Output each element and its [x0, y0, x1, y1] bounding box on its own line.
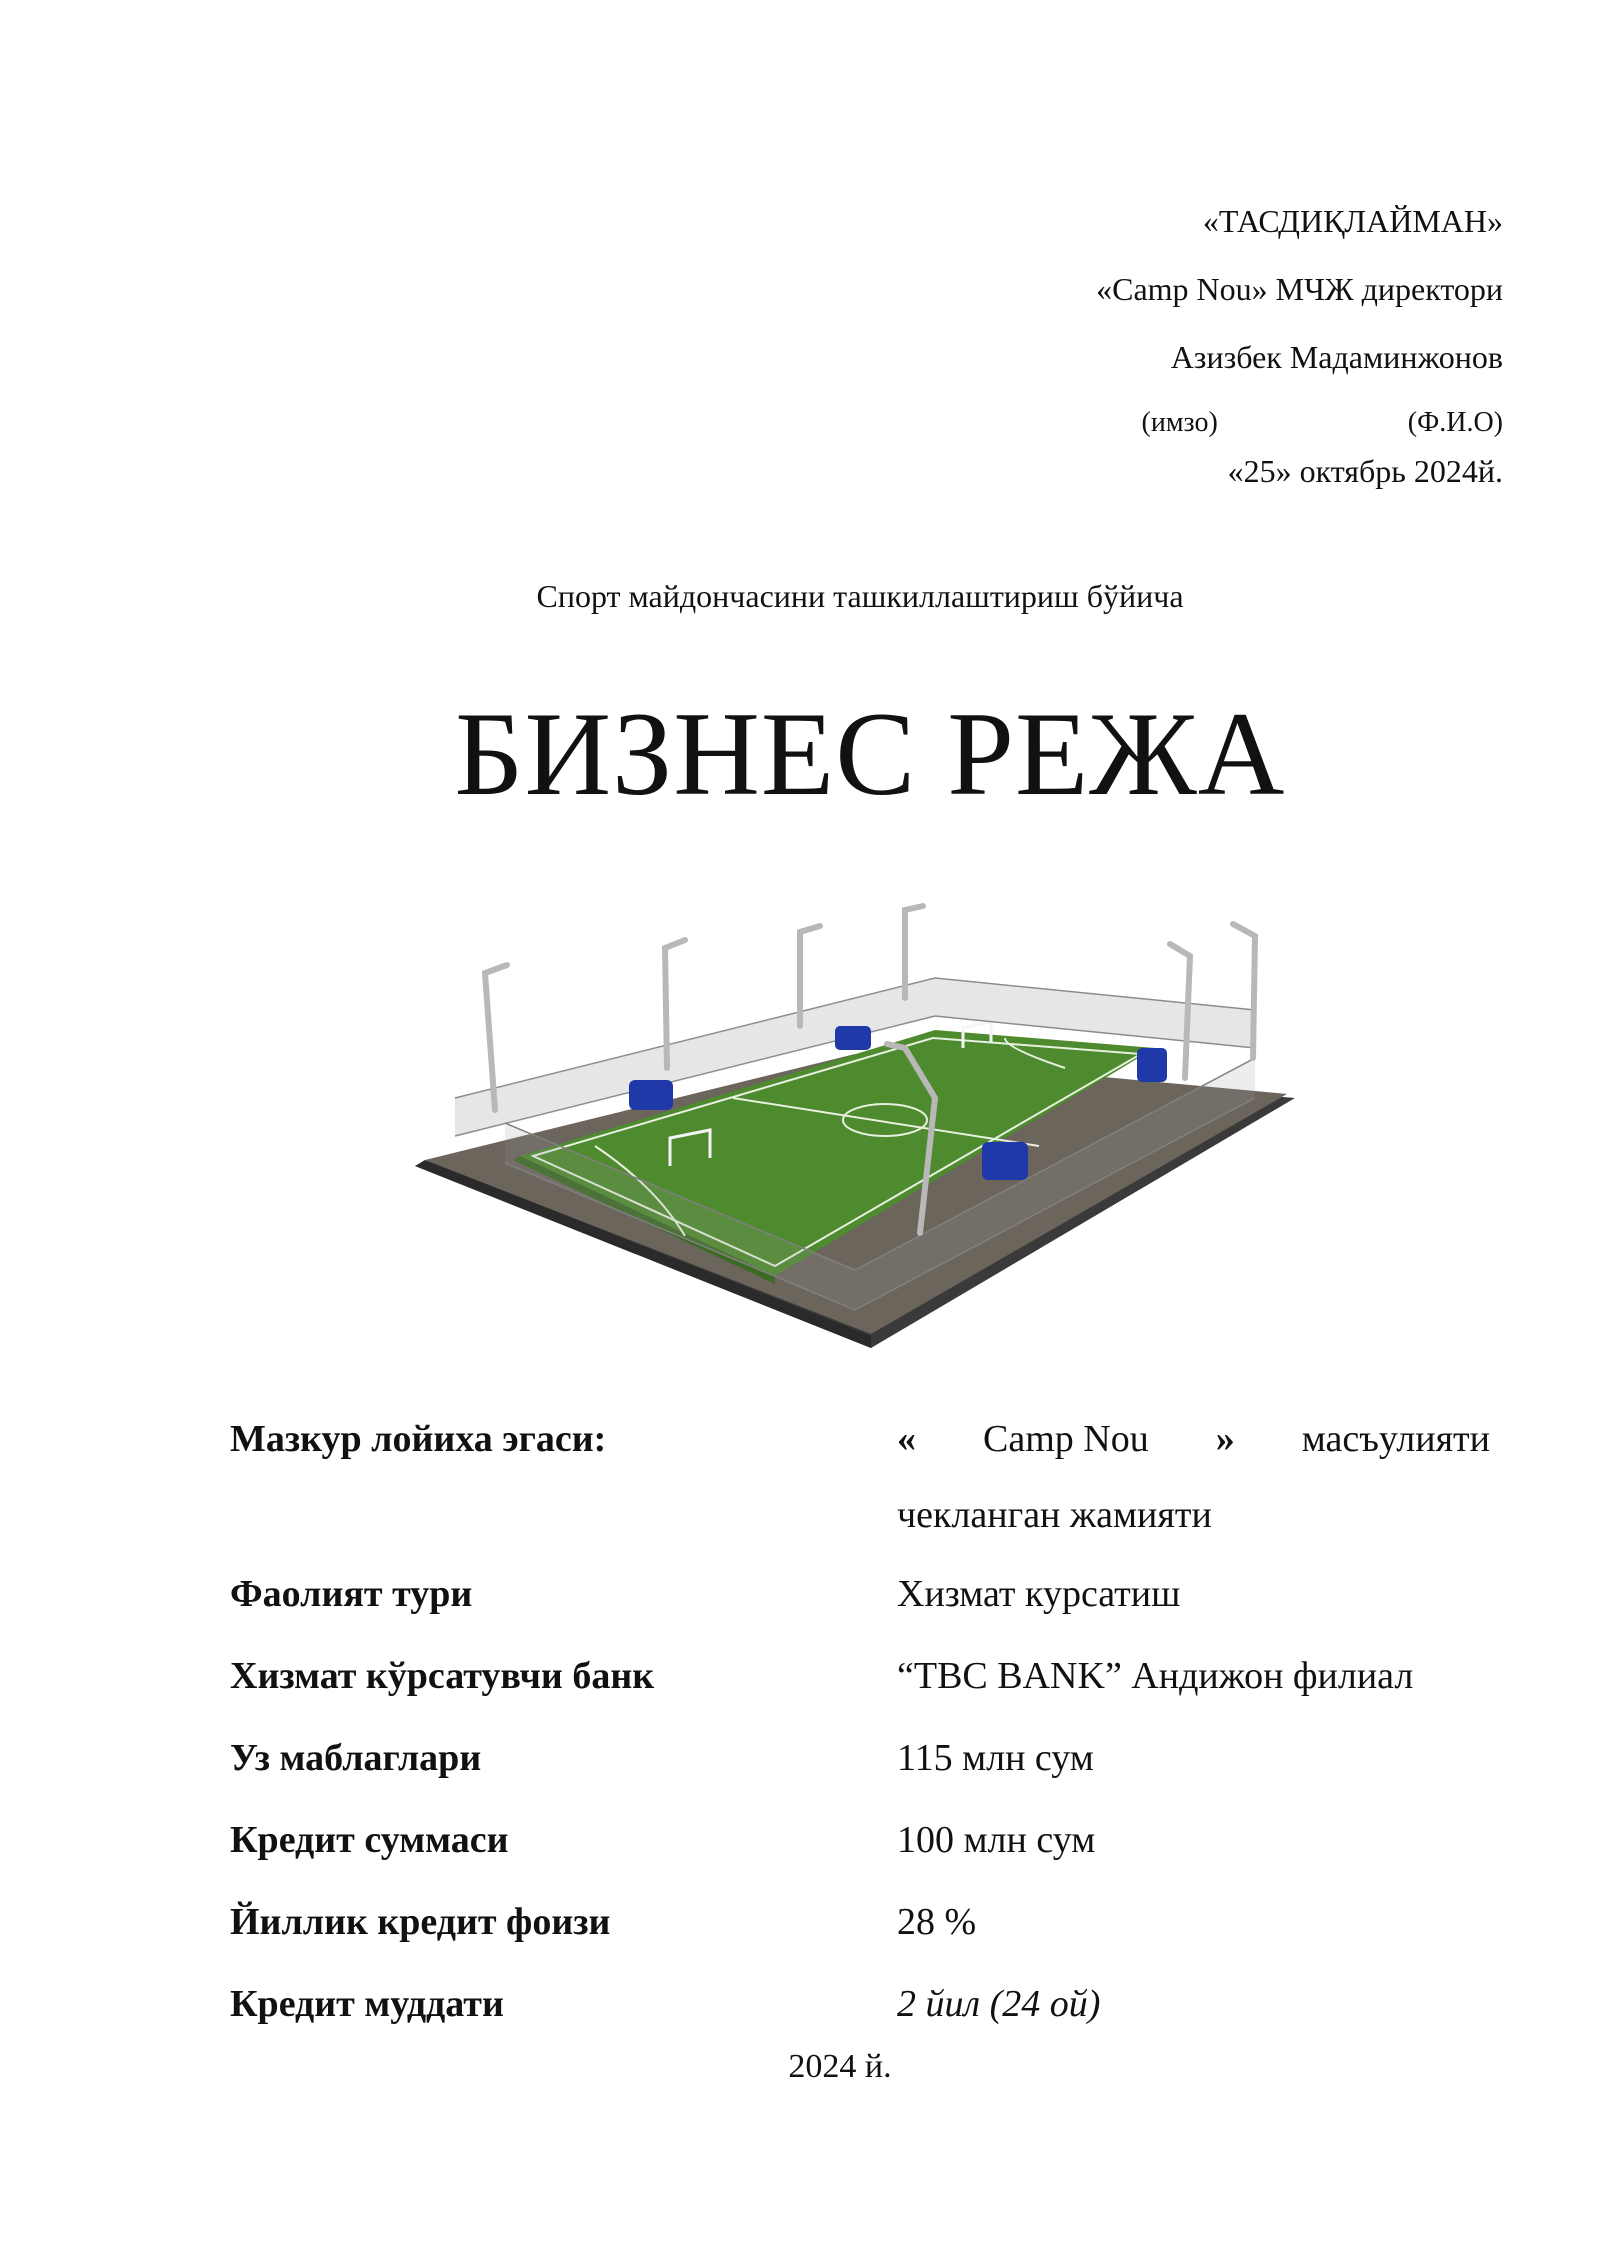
owner-line2: чекланган жамияти — [897, 1494, 1212, 1536]
owner-label: Мазкур лойиха эгаси: — [230, 1418, 607, 1460]
project-info — [230, 1398, 1490, 2045]
fio-label: (Ф.И.О) — [1407, 407, 1503, 438]
activity-label: Фаолият тури — [230, 1573, 473, 1615]
bank-value: “TBC BANK” Андижон филиал — [897, 1655, 1414, 1697]
signature-row — [1096, 409, 1503, 455]
info-row-bank — [230, 1635, 1490, 1717]
approval-block — [1096, 205, 1503, 523]
owner-name: Camp Nou — [983, 1418, 1149, 1460]
approval-name: Азизбек Мадаминжонов — [1170, 339, 1503, 375]
owner-quote-open: « — [897, 1418, 916, 1460]
info-row-term — [230, 1963, 1490, 2045]
info-row-credit-sum — [230, 1799, 1490, 1881]
owner-value — [897, 1401, 1490, 1553]
credit-sum-label: Кредит суммаси — [230, 1819, 509, 1861]
rate-value: 28 % — [897, 1901, 977, 1943]
document-subtitle: Спорт майдончасини ташкиллаштириш бўйича — [536, 578, 1184, 614]
rate-label: Йиллик кредит фоизи — [230, 1901, 611, 1943]
activity-value: Хизмат курсатиш — [897, 1573, 1181, 1615]
info-row-rate — [230, 1881, 1490, 1963]
sports-field-image — [415, 898, 1295, 1348]
document-year: 2024 й. — [788, 2048, 892, 2085]
signature-label: (имзо) — [1141, 407, 1218, 438]
bank-label: Хизмат кўрсатувчи банк — [230, 1655, 655, 1697]
term-value: 2 йил (24 ой) — [897, 1983, 1101, 2025]
info-row-owner — [230, 1398, 1490, 1553]
approval-date: «25» октябрь 2024й. — [1227, 453, 1503, 489]
term-label: Кредит муддати — [230, 1983, 504, 2025]
owner-word: масъулияти — [1301, 1418, 1490, 1460]
own-funds-label: Уз маблаглари — [230, 1737, 482, 1779]
approval-position: «Camp Nou» МЧЖ директори — [1096, 271, 1503, 307]
own-funds-value: 115 млн сум — [897, 1737, 1094, 1779]
credit-sum-value: 100 млн сум — [897, 1819, 1096, 1861]
document-title: БИЗНЕС РЕЖА — [454, 687, 1286, 820]
info-row-activity — [230, 1553, 1490, 1635]
approval-heading: «ТАСДИҚЛАЙМАН» — [1202, 203, 1503, 239]
owner-quote-close: » — [1215, 1418, 1235, 1460]
info-row-own-funds — [230, 1717, 1490, 1799]
